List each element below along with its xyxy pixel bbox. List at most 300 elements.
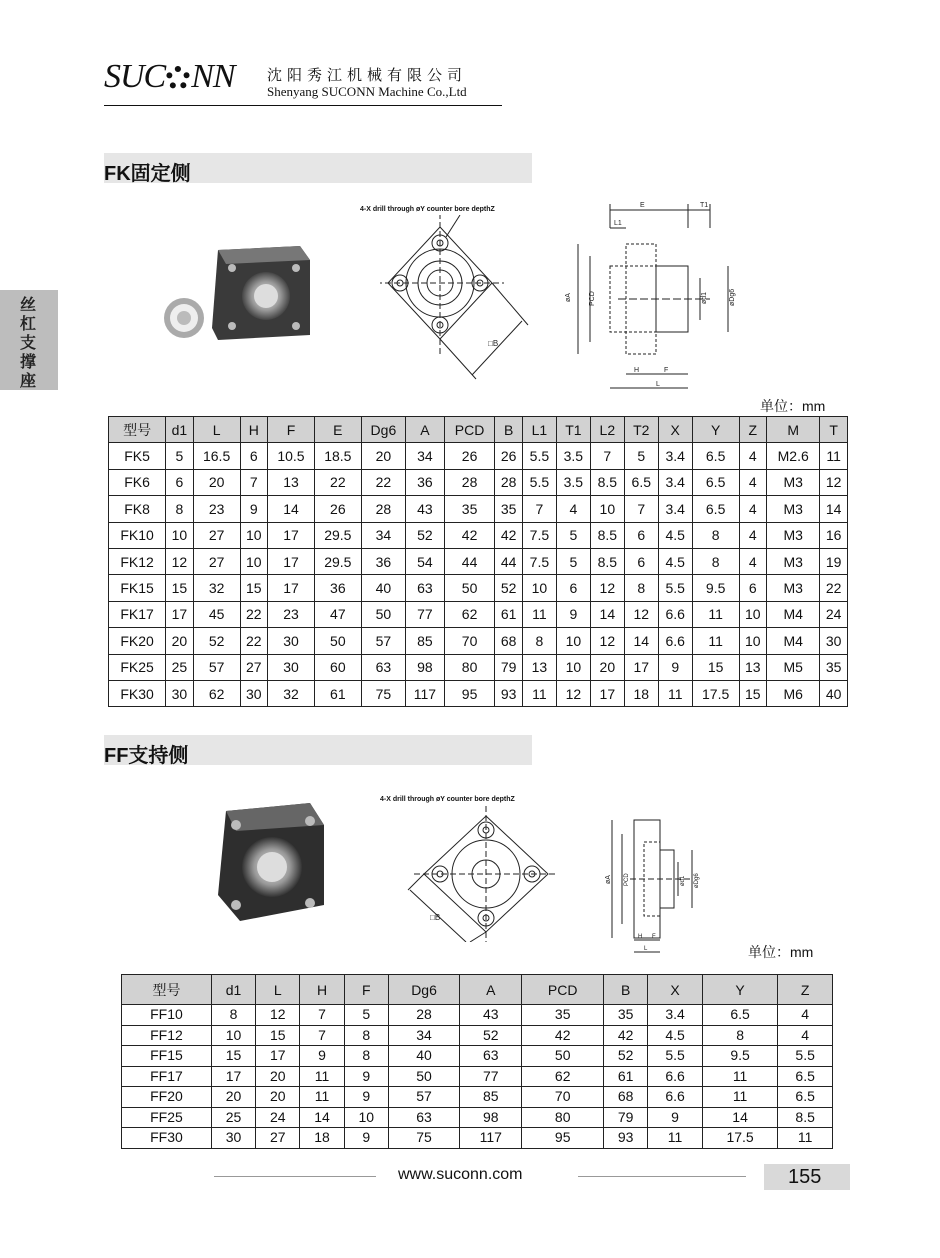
table-row (122, 1087, 833, 1108)
fk-cell: 22 (240, 628, 268, 654)
ff-side-drawing (600, 812, 710, 954)
fk-cell: 19 (820, 548, 848, 574)
ff-cell: 9 (344, 1128, 388, 1149)
fk-header-cell: F (268, 417, 315, 443)
fk-header-cell: T (820, 417, 848, 443)
ff-cell: 3.4 (648, 1005, 703, 1026)
fk-cell: 4 (739, 443, 767, 469)
ff-cell: 85 (460, 1087, 522, 1108)
ff-cell: 11 (702, 1087, 777, 1108)
table-row (109, 548, 848, 574)
fk-cell: 36 (406, 469, 445, 495)
ff-cell: 10 (211, 1025, 255, 1046)
fk-cell: 7 (522, 496, 556, 522)
fk-cell: 12 (590, 628, 624, 654)
ff-cell: 20 (256, 1066, 300, 1087)
ff-cell: 14 (300, 1107, 344, 1128)
fk-cell: 42 (444, 522, 495, 548)
ff-cell: 62 (522, 1066, 604, 1087)
fk-cell: 10 (166, 522, 194, 548)
header-divider (104, 105, 502, 106)
fk-header-cell: d1 (166, 417, 194, 443)
ff-cell: 43 (460, 1005, 522, 1026)
fk-header-cell: M (767, 417, 820, 443)
fk-cell: 6.5 (692, 496, 739, 522)
fk-cell: 60 (314, 654, 361, 680)
fk-cell: 62 (444, 601, 495, 627)
ff-cell: 27 (256, 1128, 300, 1149)
fk-cell: 28 (444, 469, 495, 495)
fk-section-title: FK固定侧 (104, 163, 191, 185)
ff-cell: 6.5 (778, 1087, 833, 1108)
fk-front-drawing (380, 215, 540, 380)
fk-cell: 35 (495, 496, 523, 522)
ff-dim-a: øA (605, 875, 612, 884)
ff-cell: 17.5 (702, 1128, 777, 1149)
fk-cell: 5.5 (522, 443, 556, 469)
fk-cell: FK30 (109, 680, 166, 706)
ff-header-cell: H (300, 975, 344, 1005)
fk-cell: 9 (556, 601, 590, 627)
fk-drawing-caption: 4-X drill through øY counter bore depthZ (360, 206, 495, 213)
table-row (109, 680, 848, 706)
fk-cell: M4 (767, 628, 820, 654)
fk-cell: 6.6 (658, 601, 692, 627)
fk-cell: 45 (193, 601, 240, 627)
fk-dim-b: □B (488, 339, 499, 348)
ff-cell: 28 (388, 1005, 459, 1026)
ff-cell: FF15 (122, 1046, 212, 1067)
ff-cell: 9 (344, 1087, 388, 1108)
fk-cell: 4.5 (658, 548, 692, 574)
fk-product-photo (160, 240, 330, 355)
fk-cell: 117 (406, 680, 445, 706)
ff-cell: FF10 (122, 1005, 212, 1026)
company-name-cn: 沈阳秀江机械有限公司 (267, 66, 468, 84)
ff-cell: 77 (460, 1066, 522, 1087)
fk-cell: 11 (658, 680, 692, 706)
fk-dim-a: øA (565, 293, 572, 302)
fk-cell: 10 (240, 548, 268, 574)
fk-cell: 20 (590, 654, 624, 680)
table-row (122, 1046, 833, 1067)
fk-dim-l1: L1 (614, 220, 622, 227)
fk-cell: 6.5 (692, 469, 739, 495)
ff-front-drawing (400, 806, 560, 942)
ff-cell: 93 (604, 1128, 648, 1149)
ff-cell: 4 (778, 1005, 833, 1026)
ff-header-cell: X (648, 975, 703, 1005)
table-row (109, 443, 848, 469)
ff-cell: 68 (604, 1087, 648, 1108)
table-row (122, 1128, 833, 1149)
fk-cell: 6 (556, 575, 590, 601)
fk-cell: 63 (361, 654, 405, 680)
fk-cell: 34 (406, 443, 445, 469)
ff-header-cell: d1 (211, 975, 255, 1005)
brand-right: NN (191, 58, 235, 95)
fk-cell: 17 (268, 575, 315, 601)
fk-cell: 10 (556, 628, 590, 654)
ff-cell: 9.5 (702, 1046, 777, 1067)
fk-cell: 68 (495, 628, 523, 654)
fk-cell: 10.5 (268, 443, 315, 469)
ff-cell: 4.5 (648, 1025, 703, 1046)
ff-cell: 18 (300, 1128, 344, 1149)
fk-cell: 10 (240, 522, 268, 548)
ff-table-body (122, 1005, 833, 1149)
ff-cell: 15 (256, 1025, 300, 1046)
fk-cell: FK20 (109, 628, 166, 654)
fk-cell: 17.5 (692, 680, 739, 706)
fk-cell: 30 (268, 628, 315, 654)
ff-cell: FF17 (122, 1066, 212, 1087)
fk-header-cell: E (314, 417, 361, 443)
fk-header-cell: L1 (522, 417, 556, 443)
fk-cell: 13 (739, 654, 767, 680)
fk-cell: 7 (590, 443, 624, 469)
fk-cell: FK25 (109, 654, 166, 680)
fk-cell: 11 (692, 601, 739, 627)
footer-divider-left (214, 1176, 376, 1177)
fk-cell: M5 (767, 654, 820, 680)
fk-cell: M3 (767, 575, 820, 601)
fk-cell: 13 (268, 469, 315, 495)
ff-dim-l: L (644, 946, 648, 952)
ff-header-cell: L (256, 975, 300, 1005)
fk-cell: FK8 (109, 496, 166, 522)
fk-cell: 20 (193, 469, 240, 495)
ff-cell: 98 (460, 1107, 522, 1128)
fk-cell: 11 (522, 601, 556, 627)
ff-cell: 15 (211, 1046, 255, 1067)
fk-cell: 4 (556, 496, 590, 522)
fk-cell: 5.5 (658, 575, 692, 601)
fk-cell: 25 (166, 654, 194, 680)
fk-cell: 3.4 (658, 496, 692, 522)
ff-header-cell: 型号 (122, 975, 212, 1005)
website-link[interactable]: www.suconn.com (398, 1166, 523, 1183)
fk-cell: 10 (739, 628, 767, 654)
ff-cell: 42 (604, 1025, 648, 1046)
fk-cell: 95 (444, 680, 495, 706)
fk-cell: 20 (166, 628, 194, 654)
fk-cell: 4 (739, 496, 767, 522)
gear-icon (166, 66, 190, 90)
fk-cell: 70 (444, 628, 495, 654)
fk-cell: 12 (820, 469, 848, 495)
fk-header-cell: A (406, 417, 445, 443)
ff-cell: 17 (256, 1046, 300, 1067)
fk-cell: 50 (444, 575, 495, 601)
table-row (122, 1025, 833, 1046)
ff-cell: FF30 (122, 1128, 212, 1149)
ff-cell: FF25 (122, 1107, 212, 1128)
ff-cell: FF12 (122, 1025, 212, 1046)
fk-cell: 5 (166, 443, 194, 469)
company-logo (104, 58, 504, 110)
fk-cell: 63 (406, 575, 445, 601)
ff-cell: 8 (344, 1046, 388, 1067)
fk-header-cell: Z (739, 417, 767, 443)
fk-cell: 13 (522, 654, 556, 680)
fk-cell: M2.6 (767, 443, 820, 469)
ff-header-cell: PCD (522, 975, 604, 1005)
fk-header-cell: PCD (444, 417, 495, 443)
fk-cell: 4 (739, 522, 767, 548)
ff-table-header-row (122, 975, 833, 1005)
fk-cell: 6.5 (624, 469, 658, 495)
fk-cell: 6 (739, 575, 767, 601)
ff-cell: 11 (300, 1066, 344, 1087)
fk-cell: 57 (193, 654, 240, 680)
fk-header-cell: B (495, 417, 523, 443)
ff-cell: 52 (460, 1025, 522, 1046)
fk-cell: 12 (590, 575, 624, 601)
ff-cell: 20 (211, 1087, 255, 1108)
ff-cell: 7 (300, 1025, 344, 1046)
table-row (109, 628, 848, 654)
fk-dim-h: H (634, 367, 640, 374)
ff-cell: 9 (344, 1066, 388, 1087)
fk-cell: 8 (692, 522, 739, 548)
fk-cell: 7 (240, 469, 268, 495)
fk-cell: 10 (556, 654, 590, 680)
fk-cell: 24 (820, 601, 848, 627)
fk-cell: 8 (692, 548, 739, 574)
fk-cell: 9 (658, 654, 692, 680)
fk-cell: 12 (166, 548, 194, 574)
fk-dim-dg6: øDg6 (729, 288, 736, 306)
fk-cell: 42 (495, 522, 523, 548)
fk-cell: FK10 (109, 522, 166, 548)
fk-cell: 26 (444, 443, 495, 469)
fk-cell: 16 (820, 522, 848, 548)
fk-cell: 28 (495, 469, 523, 495)
fk-cell: FK5 (109, 443, 166, 469)
ff-cell: 8 (344, 1025, 388, 1046)
fk-cell: 6 (240, 443, 268, 469)
fk-cell: FK15 (109, 575, 166, 601)
ff-cell: 12 (256, 1005, 300, 1026)
ff-section-header (104, 735, 532, 765)
ff-cell: 117 (460, 1128, 522, 1149)
ff-cell: 11 (648, 1128, 703, 1149)
fk-cell: M3 (767, 496, 820, 522)
fk-cell: 14 (590, 601, 624, 627)
ff-cell: 7 (300, 1005, 344, 1026)
side-chapter-tab (0, 290, 58, 390)
fk-cell: 17 (268, 522, 315, 548)
fk-cell: 17 (268, 548, 315, 574)
ff-cell: 24 (256, 1107, 300, 1128)
fk-cell: 79 (495, 654, 523, 680)
fk-dim-d1: ød1 (701, 291, 708, 304)
ff-dim-f: F (652, 934, 656, 940)
fk-cell: FK17 (109, 601, 166, 627)
fk-cell: 44 (444, 548, 495, 574)
fk-cell: 15 (692, 654, 739, 680)
ff-cell: 6.5 (702, 1005, 777, 1026)
ff-cell: 40 (388, 1046, 459, 1067)
fk-cell: 26 (495, 443, 523, 469)
ff-cell: 80 (522, 1107, 604, 1128)
fk-cell: 11 (692, 628, 739, 654)
fk-cell: M3 (767, 548, 820, 574)
ff-cell: 42 (522, 1025, 604, 1046)
ff-cell: 30 (211, 1128, 255, 1149)
fk-cell: 7 (624, 496, 658, 522)
fk-cell: FK6 (109, 469, 166, 495)
ff-cell: 63 (460, 1046, 522, 1067)
fk-cell: 7.5 (522, 522, 556, 548)
fk-cell: 54 (406, 548, 445, 574)
brand-wordmark (104, 58, 235, 96)
fk-cell: 6 (624, 548, 658, 574)
fk-cell: M3 (767, 469, 820, 495)
fk-cell: 52 (193, 628, 240, 654)
fk-cell: 3.4 (658, 443, 692, 469)
ff-cell: 63 (388, 1107, 459, 1128)
fk-cell: 10 (522, 575, 556, 601)
fk-cell: 15 (166, 575, 194, 601)
fk-cell: 22 (240, 601, 268, 627)
fk-cell: 35 (820, 654, 848, 680)
fk-cell: 10 (590, 496, 624, 522)
fk-cell: 27 (193, 522, 240, 548)
company-name-en: Shenyang SUCONN Machine Co.,Ltd (267, 84, 467, 99)
ff-cell: 14 (702, 1107, 777, 1128)
fk-cell: 35 (444, 496, 495, 522)
fk-cell: 7.5 (522, 548, 556, 574)
fk-cell: 28 (361, 496, 405, 522)
ff-cell: 9 (648, 1107, 703, 1128)
side-tab-label: 丝杠支撑座 (20, 297, 37, 390)
fk-cell: 3.5 (556, 469, 590, 495)
table-row (109, 522, 848, 548)
fk-cell: 8.5 (590, 548, 624, 574)
fk-cell: 50 (314, 628, 361, 654)
fk-cell: 34 (361, 522, 405, 548)
ff-header-cell: Dg6 (388, 975, 459, 1005)
fk-cell: 52 (406, 522, 445, 548)
fk-cell: 9 (240, 496, 268, 522)
table-row (122, 1066, 833, 1087)
ff-header-cell: A (460, 975, 522, 1005)
fk-cell: 61 (314, 680, 361, 706)
fk-table-header-row (109, 417, 848, 443)
ff-dim-pcd: PCD (624, 873, 630, 886)
fk-cell: 27 (240, 654, 268, 680)
fk-cell: 15 (739, 680, 767, 706)
fk-cell: 17 (624, 654, 658, 680)
fk-unit-label: 单位：mm (760, 398, 826, 414)
fk-cell: 30 (820, 628, 848, 654)
ff-cell: 6.6 (648, 1087, 703, 1108)
fk-dim-l: L (656, 381, 660, 388)
ff-cell: 5 (344, 1005, 388, 1026)
fk-cell: 44 (495, 548, 523, 574)
fk-cell: 32 (268, 680, 315, 706)
fk-cell: 14 (820, 496, 848, 522)
fk-table-body (109, 443, 848, 707)
fk-cell: 4 (739, 548, 767, 574)
ff-cell: 79 (604, 1107, 648, 1128)
fk-dim-pcd: PCD (589, 291, 596, 306)
fk-header-cell: Dg6 (361, 417, 405, 443)
fk-cell: 11 (820, 443, 848, 469)
fk-cell: 5 (556, 522, 590, 548)
fk-cell: 30 (268, 654, 315, 680)
brand-left: SUC (104, 58, 166, 95)
page-number: 155 (788, 1166, 822, 1188)
fk-cell: 40 (361, 575, 405, 601)
table-row (109, 496, 848, 522)
fk-section-header (104, 153, 532, 183)
ff-cell: 25 (211, 1107, 255, 1128)
fk-cell: 75 (361, 680, 405, 706)
ff-dim-dg6: øDg6 (694, 873, 700, 888)
fk-cell: 18 (624, 680, 658, 706)
fk-cell: 6.5 (692, 443, 739, 469)
fk-cell: 8 (624, 575, 658, 601)
fk-cell: M6 (767, 680, 820, 706)
fk-cell: 15 (240, 575, 268, 601)
ff-cell: 52 (604, 1046, 648, 1067)
ff-cell: 6.5 (778, 1066, 833, 1087)
fk-cell: 3.5 (556, 443, 590, 469)
ff-cell: 5.5 (648, 1046, 703, 1067)
fk-cell: 12 (556, 680, 590, 706)
footer-divider-right (578, 1176, 746, 1177)
ff-cell: 9 (300, 1046, 344, 1067)
fk-spec-table (108, 416, 848, 707)
fk-dim-e: E (640, 202, 645, 209)
ff-cell: 11 (778, 1128, 833, 1149)
fk-cell: 4.5 (658, 522, 692, 548)
fk-cell: 62 (193, 680, 240, 706)
fk-header-cell: Y (692, 417, 739, 443)
fk-cell: 26 (314, 496, 361, 522)
fk-cell: 23 (268, 601, 315, 627)
fk-cell: M3 (767, 522, 820, 548)
ff-cell: FF20 (122, 1087, 212, 1108)
fk-cell: 80 (444, 654, 495, 680)
fk-cell: 8 (522, 628, 556, 654)
fk-header-cell: 型号 (109, 417, 166, 443)
fk-cell: 47 (314, 601, 361, 627)
ff-cell: 50 (522, 1046, 604, 1067)
fk-cell: 85 (406, 628, 445, 654)
fk-cell: 4 (739, 469, 767, 495)
ff-header-cell: B (604, 975, 648, 1005)
fk-cell: 17 (166, 601, 194, 627)
fk-cell: 3.4 (658, 469, 692, 495)
ff-product-photo (210, 795, 335, 925)
fk-cell: 29.5 (314, 522, 361, 548)
fk-cell: 29.5 (314, 548, 361, 574)
ff-dim-h: H (638, 934, 643, 940)
ff-cell: 11 (702, 1066, 777, 1087)
ff-header-cell: F (344, 975, 388, 1005)
fk-cell: 52 (495, 575, 523, 601)
fk-cell: 14 (624, 628, 658, 654)
fk-header-cell: T2 (624, 417, 658, 443)
table-row (122, 1005, 833, 1026)
ff-cell: 11 (300, 1087, 344, 1108)
fk-side-drawing (560, 198, 750, 393)
table-row (109, 575, 848, 601)
